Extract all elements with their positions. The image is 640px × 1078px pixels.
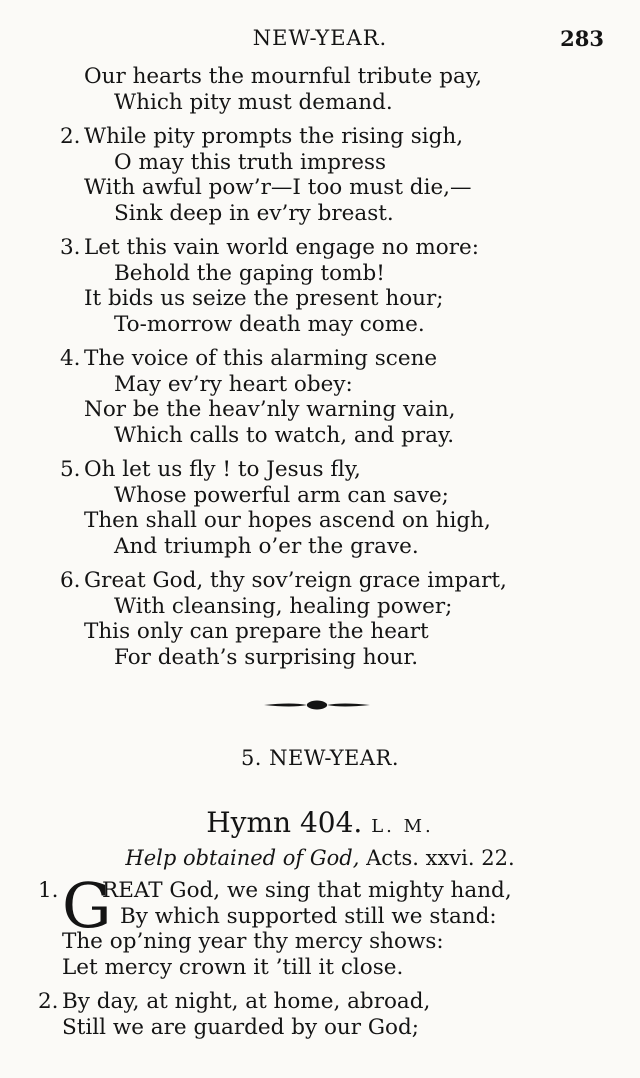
verse-line: Let mercy crown it ’till it close. (62, 954, 404, 980)
scripture-reference: Acts. xxvi. 22. (366, 846, 515, 870)
verse-line-text: This only can prepare the heart (84, 619, 429, 644)
verse-line-text: Oh let us fly ! to Jesus fly, (84, 457, 361, 482)
verse-line-text: Great God, thy sov’reign grace impart, (84, 568, 507, 593)
hymn-heading (0, 806, 640, 839)
verse-number: 4. (60, 346, 81, 371)
subtitle-text: Help obtained of God, (125, 846, 360, 870)
verse-line (60, 508, 620, 534)
verse-line-text: With awful pow’r—I too must die,— (84, 175, 472, 200)
verse (60, 457, 620, 559)
verse-line-text: REAT God, we sing that mighty hand, (102, 878, 512, 903)
verse-line-text: By day, at night, at home, abroad, (62, 989, 431, 1014)
verse-line-text: Behold the gaping tomb! (114, 260, 385, 286)
verse-line (60, 261, 620, 287)
verse-line: The op’ning year thy mercy shows: (62, 929, 444, 954)
verse-line (60, 423, 620, 449)
verse-line (60, 645, 620, 671)
verse-line-text: And triumph o’er the grave. (114, 533, 419, 559)
verse-line (60, 312, 620, 338)
verse-line-text: May ev’ry heart obey: (114, 371, 353, 397)
verse-line-text: Sink deep in ev’ry breast. (114, 200, 394, 226)
verse-line (60, 594, 620, 620)
verse-line (60, 235, 620, 261)
verse-line (60, 483, 620, 509)
hymn-title: Hymn 404. (206, 806, 363, 839)
verse-line-text: Which calls to watch, and pray. (114, 422, 455, 448)
verse-line-text: Our hearts the mournful tribute pay, (84, 64, 482, 89)
verse-line-text: While pity prompts the rising sigh, (84, 124, 464, 149)
verse (60, 64, 620, 115)
verse-line-text: O may this truth impress (114, 149, 387, 175)
verse-line (60, 175, 620, 201)
verse (60, 124, 620, 226)
verse-number: 2. (38, 989, 59, 1014)
verse-line (60, 124, 620, 150)
hymn-verses (60, 64, 620, 679)
verse (60, 346, 620, 448)
verse-line (60, 90, 620, 116)
verse-line: Still we are guarded by our God; (62, 1014, 420, 1040)
verse-line (60, 286, 620, 312)
verse-number: 5. (60, 457, 81, 482)
hymn-404-verses (38, 869, 628, 1040)
verse-number: 3. (60, 235, 81, 260)
verse-line (60, 150, 620, 176)
verse-line (60, 619, 620, 645)
drop-cap: G (62, 869, 112, 942)
hymn-meter: L. M. (371, 816, 434, 837)
verse-line: By which supported still we stand: (120, 903, 497, 929)
verse-line-text: To-morrow death may come. (114, 311, 425, 337)
verse-line-text: Which pity must demand. (114, 89, 393, 115)
verse-line (38, 989, 628, 1015)
verse-line-text: The voice of this alarming scene (84, 346, 438, 371)
verse-line-text: Nor be the heav’nly warning vain, (84, 397, 456, 422)
verse-number: 6. (60, 568, 81, 593)
verse-line (60, 457, 620, 483)
verse-line-text: Let this vain world engage no more: (84, 235, 479, 260)
verse-line-text: For death’s surprising hour. (114, 644, 419, 670)
verse-line-text: Whose powerful arm can save; (114, 482, 449, 508)
verse (60, 568, 620, 670)
verse (60, 235, 620, 337)
verse-line-text: Then shall our hopes ascend on high, (84, 508, 491, 533)
hymn-subtitle (0, 846, 640, 870)
verse-line-text: With cleansing, healing power; (114, 593, 453, 619)
verse-line (60, 534, 620, 560)
verse-line (60, 346, 620, 372)
verse-line (60, 568, 620, 594)
verse-line (60, 201, 620, 227)
running-head: NEW-YEAR. (252, 26, 388, 50)
verse-line-text: It bids us seize the present hour; (84, 286, 444, 311)
section-title: 5. NEW-YEAR. (240, 746, 400, 770)
verse-number: 1. (38, 878, 59, 903)
ornament-divider-icon (262, 697, 372, 713)
verse-number: 2. (60, 124, 81, 149)
verse-line (60, 397, 620, 423)
page-number: 283 (560, 26, 604, 51)
verse-line (60, 64, 620, 90)
verse-line (60, 372, 620, 398)
